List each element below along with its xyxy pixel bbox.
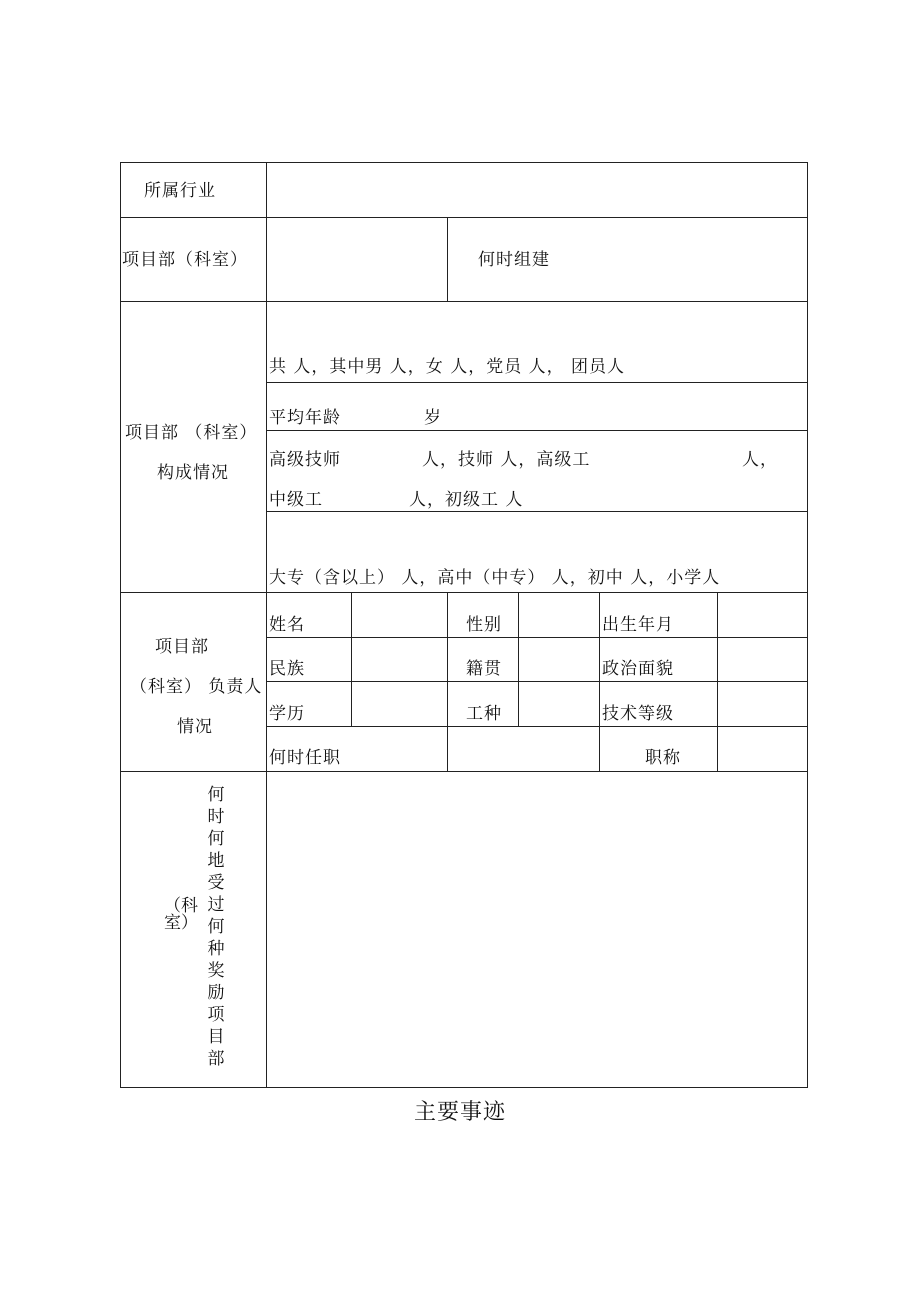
composition-counts: 共 人，其中男 人，女 人，党员 人， 团员人 [269,357,626,377]
skill-senior-worker-unit: 人， [742,450,778,470]
cell-divider [599,592,600,772]
birth-label: 出生年月 [602,615,674,635]
title-label: 职称 [645,748,681,768]
leader-label-line1: 项目部 [155,637,209,657]
formed-label: 何时组建 [478,250,550,270]
gender-label: 性别 [466,615,502,635]
row-separator [120,301,808,302]
politics-label: 政治面貌 [602,659,674,679]
education-label: 学历 [269,704,305,724]
leader-label-line2: （科室） 负责人 [130,677,263,697]
education-distribution: 大专（含以上） 人，高中（中专） 人，初中 人，小学人 [269,568,721,588]
age-unit: 岁 [424,408,442,428]
cell-divider [447,592,448,772]
main-deeds-heading: 主要事迹 [414,1100,507,1125]
row-separator [120,217,808,218]
industry-value-cell[interactable] [270,181,800,201]
ethnicity-label: 民族 [269,659,305,679]
dept-label: 项目部（科室） [122,250,248,270]
native-place-label: 籍贯 [466,659,502,679]
leader-label-line3: 情况 [177,717,213,737]
industry-label: 所属行业 [144,181,216,201]
name-label: 姓名 [269,615,305,635]
sub-row-separator [266,637,808,638]
sub-row-separator [266,511,808,512]
cell-divider [717,592,718,772]
sub-row-separator [266,430,808,431]
cell-divider [351,592,352,727]
table-border-bottom [120,1087,808,1088]
cell-divider [447,217,448,302]
awards-label-vertical: 何时何地受过何种奖励 项目部 [207,785,225,1069]
skill-intermediate-worker: 中级工 [269,490,323,510]
tech-grade-label: 技术等级 [602,704,674,724]
composition-label-line1: 项目部 （科室） [125,423,258,443]
sub-row-separator [266,726,808,727]
table-border-top [120,162,808,163]
sub-row-separator [266,681,808,682]
trade-label: 工种 [466,704,502,724]
cell-divider [518,592,519,727]
skill-technician: 人，技师 人，高级工 [422,450,591,470]
appointed-label: 何时任职 [269,748,341,768]
avg-age-label: 平均年龄 [269,408,341,428]
dept-value-cell[interactable] [270,250,440,270]
awards-label-vertical-bracket: （科室） [164,896,198,933]
skill-senior-technician: 高级技师 [269,450,341,470]
row-separator [120,771,808,772]
skill-junior-worker: 人，初级工 人 [409,490,524,510]
awards-value-cell[interactable] [270,776,800,1081]
sub-row-separator [266,382,808,383]
row-separator [120,592,808,593]
composition-label-line2: 构成情况 [157,463,229,483]
